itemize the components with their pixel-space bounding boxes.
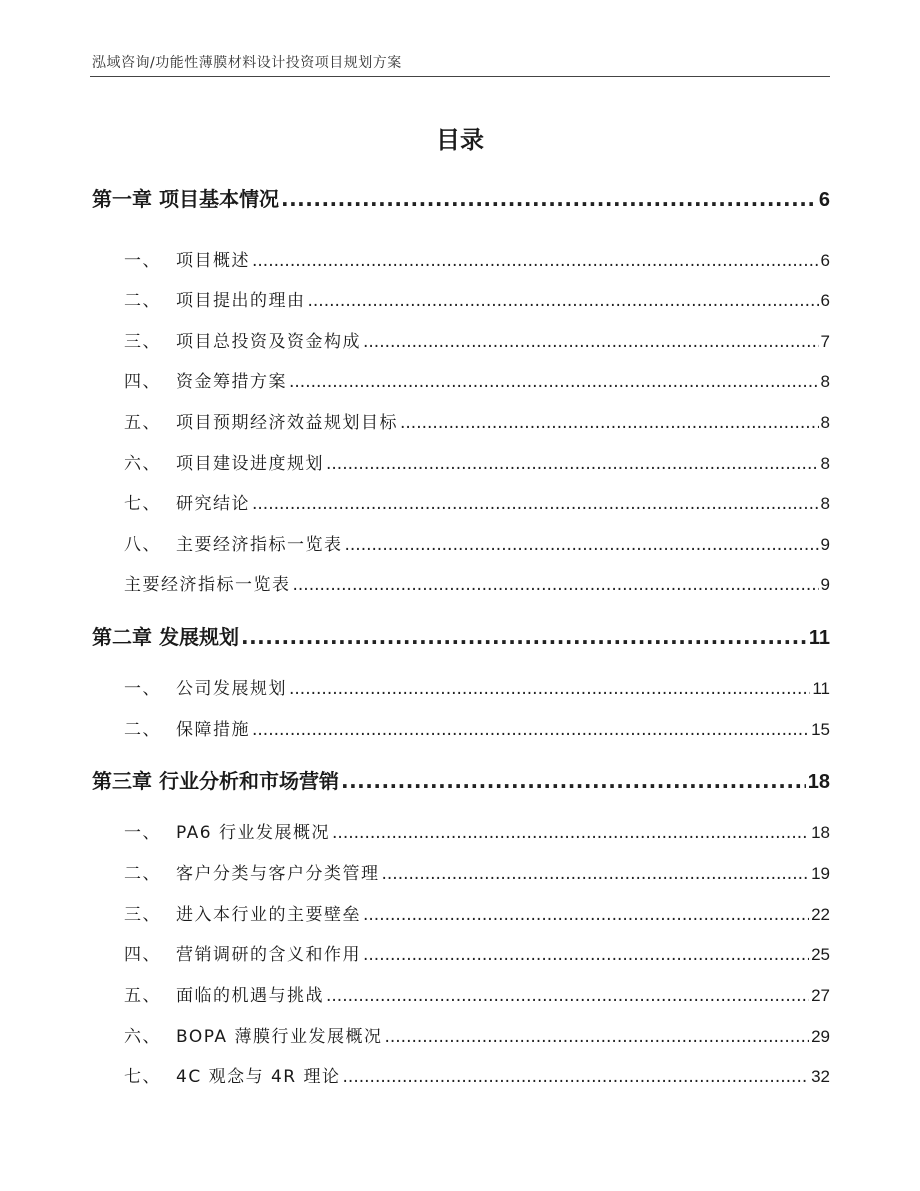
toc-entry-label: 主要经济指标一览表 <box>176 535 343 555</box>
toc-page-number: 18 <box>811 823 830 842</box>
leader-dots <box>252 494 819 514</box>
leader-dots <box>343 1067 810 1087</box>
leader-dots <box>341 769 806 793</box>
toc-entry-number: 三、 <box>124 332 161 352</box>
toc-section[interactable] <box>92 900 830 925</box>
toc-section[interactable] <box>92 1022 830 1047</box>
toc-entry-label: 资金筹措方案 <box>176 372 287 392</box>
toc-chapter[interactable] <box>92 183 830 212</box>
toc-entry-label: 项目概述 <box>176 251 250 271</box>
toc-section[interactable] <box>92 981 830 1006</box>
leader-dots <box>289 679 810 699</box>
running-header: 泓域咨询/功能性薄膜材料设计投资项目规划方案 <box>92 55 402 71</box>
toc-entry-number: 四、 <box>124 945 161 965</box>
toc-section[interactable] <box>92 408 830 433</box>
toc-page-number: 29 <box>811 1027 830 1046</box>
toc-section[interactable] <box>92 1062 830 1087</box>
toc-section[interactable] <box>92 530 830 555</box>
toc-entry-label: 主要经济指标一览表 <box>124 575 291 595</box>
toc-entry-number: 二、 <box>124 864 161 884</box>
toc-section[interactable] <box>92 940 830 965</box>
toc-section[interactable] <box>92 859 830 884</box>
toc-title: 目录 <box>436 126 484 154</box>
toc-entry-label: 项目提出的理由 <box>176 291 306 311</box>
leader-dots <box>332 823 809 843</box>
toc-page-number: 15 <box>811 720 830 739</box>
toc-entry-label: 面临的机遇与挑战 <box>176 986 324 1006</box>
toc-entry-label: 第三章 行业分析和市场营销 <box>92 769 339 793</box>
toc-entry-label: 第二章 发展规划 <box>92 625 239 649</box>
toc-page-number: 9 <box>820 575 830 594</box>
leader-dots <box>308 291 819 311</box>
leader-dots <box>363 905 809 925</box>
toc-page-number: 7 <box>820 332 830 351</box>
toc-entry-label: 保障措施 <box>176 720 250 740</box>
toc-entry-label: 项目总投资及资金构成 <box>176 332 361 352</box>
toc-entry-label: 客户分类与客户分类管理 <box>176 864 380 884</box>
toc-page-number: 6 <box>818 189 830 211</box>
toc-page-number: 27 <box>811 986 830 1005</box>
leader-dots <box>326 454 819 474</box>
toc-entry-number: 七、 <box>124 494 161 514</box>
toc-entry-number: 七、 <box>124 1067 161 1087</box>
toc-section[interactable] <box>92 570 830 595</box>
leader-dots <box>241 625 807 649</box>
toc-page-number: 25 <box>811 945 830 964</box>
toc-entry-label: 营销调研的含义和作用 <box>176 945 361 965</box>
toc-section[interactable] <box>92 367 830 392</box>
leader-dots <box>281 187 817 211</box>
toc-entry-label: 研究结论 <box>176 494 250 514</box>
toc-entry-number: 一、 <box>124 679 161 699</box>
leader-dots <box>289 372 819 392</box>
leader-dots <box>326 986 809 1006</box>
toc-chapter[interactable] <box>92 621 830 650</box>
leader-dots <box>363 945 809 965</box>
toc-entry-number: 二、 <box>124 291 161 311</box>
toc-entry-label: 项目建设进度规划 <box>176 454 324 474</box>
toc-entry-label: BOPA 薄膜行业发展概况 <box>176 1027 383 1047</box>
toc-page-number: 8 <box>820 454 830 473</box>
toc-page-number: 32 <box>811 1067 830 1086</box>
toc-entry-number: 三、 <box>124 905 161 925</box>
toc-section[interactable] <box>92 327 830 352</box>
leader-dots <box>345 535 819 555</box>
toc-entry-label: 项目预期经济效益规划目标 <box>176 413 398 433</box>
toc-page-number: 19 <box>811 864 830 883</box>
toc-entry-number: 二、 <box>124 720 161 740</box>
toc-section[interactable] <box>92 449 830 474</box>
header-divider <box>90 76 830 77</box>
leader-dots <box>363 332 819 352</box>
toc-entry-label: 进入本行业的主要壁垒 <box>176 905 361 925</box>
toc-entry-number: 一、 <box>124 823 161 843</box>
toc-page-number: 11 <box>808 627 830 649</box>
toc-page-number: 9 <box>820 535 830 554</box>
toc-section[interactable] <box>92 715 830 740</box>
toc-section[interactable] <box>92 286 830 311</box>
toc-page-number: 22 <box>811 905 830 924</box>
leader-dots <box>382 864 810 884</box>
toc-page-number: 6 <box>820 251 830 270</box>
toc-page-number: 6 <box>820 291 830 310</box>
toc-entry-label: 第一章 项目基本情况 <box>92 187 279 211</box>
toc-section[interactable] <box>92 489 830 514</box>
leader-dots <box>293 575 819 595</box>
toc-page-number: 11 <box>812 679 830 698</box>
leader-dots <box>252 251 819 271</box>
toc-section[interactable] <box>92 246 830 271</box>
toc-entry-number: 六、 <box>124 454 161 474</box>
toc-page-number: 8 <box>820 413 830 432</box>
toc-section[interactable] <box>92 674 830 699</box>
toc-entry-number: 五、 <box>124 986 161 1006</box>
toc-entry-label: 公司发展规划 <box>176 679 287 699</box>
toc-entry-number: 五、 <box>124 413 161 433</box>
toc-page-number: 8 <box>820 494 830 513</box>
leader-dots <box>400 413 819 433</box>
leader-dots <box>384 1027 809 1047</box>
toc-entry-label: PA6 行业发展概况 <box>176 823 331 843</box>
toc-entry-number: 四、 <box>124 372 161 392</box>
toc-entry-number: 六、 <box>124 1027 161 1047</box>
toc-chapter[interactable] <box>92 765 830 794</box>
leader-dots <box>252 720 809 740</box>
toc-section[interactable] <box>92 818 830 843</box>
toc-entry-number: 一、 <box>124 251 161 271</box>
toc-entry-label: 4C 观念与 4R 理论 <box>176 1067 341 1087</box>
toc-entry-number: 八、 <box>124 535 161 555</box>
toc-page-number: 8 <box>820 372 830 391</box>
toc-page-number: 18 <box>807 771 830 793</box>
